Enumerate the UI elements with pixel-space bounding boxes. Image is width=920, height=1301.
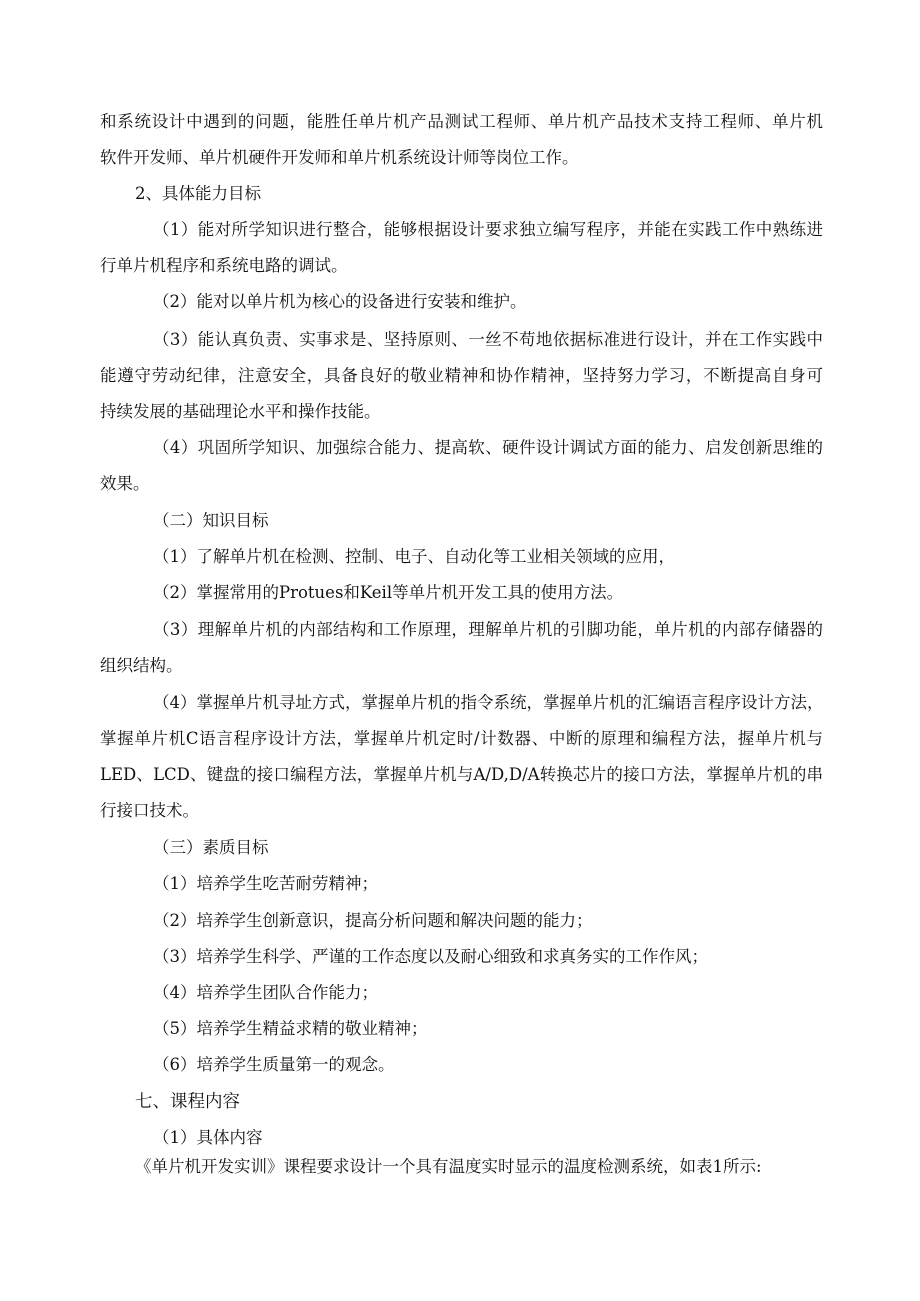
ability-item-4-continued: 效果。 — [100, 474, 150, 493]
ability-goals-heading: 2、具体能力目标 — [135, 184, 261, 203]
ability-item-2: （2）能对以单片机为核心的设备进行安装和维护。 — [153, 292, 527, 311]
knowledge-item-3-continued: 组织结构。 — [100, 656, 183, 675]
ability-item-1: （1）能对所学知识进行整合，能够根据设计要求独立编写程序，并能在实践工作中熟练进 — [153, 220, 823, 239]
knowledge-item-4-continued: LED、LCD、键盘的接口编程方法，掌握单片机与A/D,D/A转换芯片的接口方法，掌握单片机的串 — [100, 765, 823, 784]
knowledge-item-2: （2）掌握常用的Protues和Keil等单片机开发工具的使用方法。 — [153, 583, 624, 602]
knowledge-item-4: （4）掌握单片机寻址方式，掌握单片机的指令系统，掌握单片机的汇编语言程序设计方法， — [153, 693, 824, 712]
quality-goals-heading: （三）素质目标 — [153, 838, 269, 857]
intro-paragraph-line: 和系统设计中遇到的问题，能胜任单片机产品测试工程师、单片机产品技术支持工程师、单片机 — [100, 112, 823, 131]
quality-item-2: （2）培养学生创新意识，提高分析问题和解决问题的能力； — [153, 911, 593, 930]
knowledge-item-4-continued: 行接口技术。 — [100, 801, 199, 820]
quality-item-5: （5）培养学生精益求精的敬业精神； — [153, 1019, 428, 1038]
knowledge-item-4-continued: 掌握单片机C语言程序设计方法，掌握单片机定时/计数器、中断的原理和编程方法，握单片机与 — [100, 729, 823, 748]
intro-paragraph-line: 软件开发师、单片机硬件开发师和单片机系统设计师等岗位工作。 — [100, 148, 579, 167]
ability-item-4: （4）巩固所学知识、加强综合能力、提高软、硬件设计调试方面的能力、启发创新思维的 — [153, 438, 823, 457]
quality-item-3: （3）培养学生科学、严谨的工作态度以及耐心细致和求真务实的工作作风； — [153, 947, 708, 966]
quality-item-4: （4）培养学生团队合作能力； — [153, 983, 378, 1002]
ability-item-3-continued: 能遵守劳动纪律，注意安全，具备良好的敬业精神和协作精神，坚持努力学习，不断提高自身可 — [100, 366, 823, 385]
course-content-subheading: （1）具体内容 — [153, 1128, 263, 1147]
ability-item-1-continued: 行单片机程序和系统电路的调试。 — [100, 256, 348, 275]
ability-item-3: （3）能认真负责、实事求是、坚持原则、一丝不苟地依据标准进行设计，并在工作实践中 — [153, 330, 823, 349]
knowledge-goals-heading: （二）知识目标 — [153, 511, 269, 530]
course-content-heading: 七、课程内容 — [135, 1092, 240, 1112]
quality-item-6: （6）培养学生质量第一的观念。 — [153, 1055, 395, 1074]
ability-item-3-continued: 持续发展的基础理论水平和操作技能。 — [100, 402, 381, 421]
knowledge-item-1: （1）了解单片机在检测、控制、电子、自动化等工业相关领域的应用， — [153, 547, 675, 566]
knowledge-item-3: （3）理解单片机的内部结构和工作原理，理解单片机的引脚功能，单片机的内部存储器的 — [153, 620, 823, 639]
quality-item-1: （1）培养学生吃苦耐劳精神； — [153, 874, 378, 893]
course-content-description: 《单片机开发实训》课程要求设计一个具有温度实时显示的温度检测系统，如表1所示: — [135, 1157, 762, 1176]
